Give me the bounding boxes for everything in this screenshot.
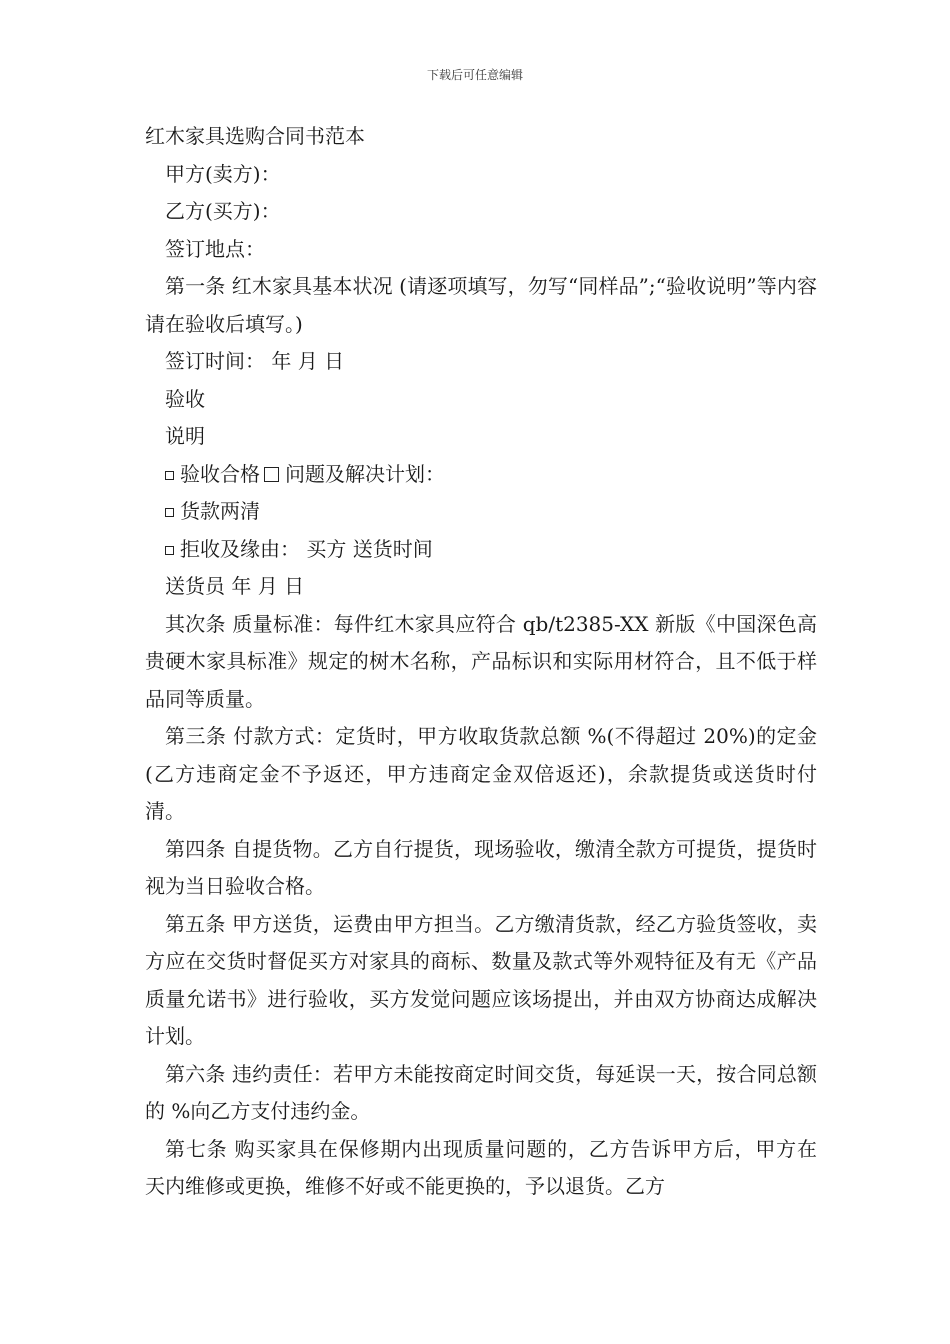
checkbox-icon	[165, 471, 174, 480]
check-reject-label: 拒收及缘由： 买方 送货时间	[180, 536, 433, 561]
article-5: 第五条 甲方送货，运费由甲方担当。乙方缴清货款，经乙方验货签收，卖方应在交货时督促买方对家具的商标、数量及款式等外观特征及有无《产品质量允诺书》进行验收，买方发觉问题应该场提出，并由双方协商达成解决计划。	[145, 911, 817, 1048]
article-2: 其次条 质量标准：每件红木家具应符合 qb/t2385-XX 新版《中国深色高贵硬木家具标准》规定的树木名称，产品标识和实际用材符合，且不低于样品同等质量。	[145, 611, 817, 711]
checkbox-icon	[264, 467, 279, 482]
signing-place-line: 签订地点：	[165, 236, 265, 261]
document-title: 红木家具选购合同书范本	[145, 124, 365, 148]
signing-time-line: 签订时间： 年 月 日	[165, 349, 345, 373]
explanation-label: 说明	[165, 424, 205, 448]
checkbox-row-reject	[145, 531, 817, 569]
seller-line: 甲方(卖方)：	[165, 161, 281, 186]
article-3: 第三条 付款方式：定货时，甲方收取货款总额 %(不得超过 20%)的定金(乙方违商定金不予返还，甲方违商定金双倍返还)，余款提货或送货时付清。	[145, 724, 817, 823]
checkbox-row-pass	[145, 456, 817, 494]
check-paid-label: 货款两清	[180, 499, 260, 523]
deliverer-line: 送货员 年 月 日	[165, 574, 305, 598]
acceptance-label: 验收	[165, 386, 205, 411]
article-4: 第四条 自提货物。乙方自行提货，现场验收，缴清全款方可提货，提货时视为当日验收合格。	[145, 836, 817, 898]
checkbox-row-paid	[145, 493, 817, 531]
article-7: 第七条 购买家具在保修期内出现质量问题的，乙方告诉甲方后，甲方在 天内维修或更换，维修不好或不能更换的，予以退货。乙方	[145, 1136, 817, 1198]
check-problem-label: 问题及解决计划：	[285, 461, 445, 486]
checkbox-icon	[165, 546, 174, 555]
article-1: 第一条 红木家具基本状况 (请逐项填写，勿写“同样品”;“验收说明”等内容请在验收后填写。)	[145, 274, 817, 336]
article-6: 第六条 违约责任：若甲方未能按商定时间交货，每延误一天，按合同总额的 %向乙方支付违约金。	[145, 1061, 817, 1123]
check-pass-label: 验收合格	[180, 461, 260, 486]
checkbox-icon	[165, 508, 174, 517]
document-body	[145, 118, 817, 1206]
page-header-note: 下载后可任意编辑	[426, 68, 523, 82]
buyer-line: 乙方(买方)：	[165, 199, 281, 223]
